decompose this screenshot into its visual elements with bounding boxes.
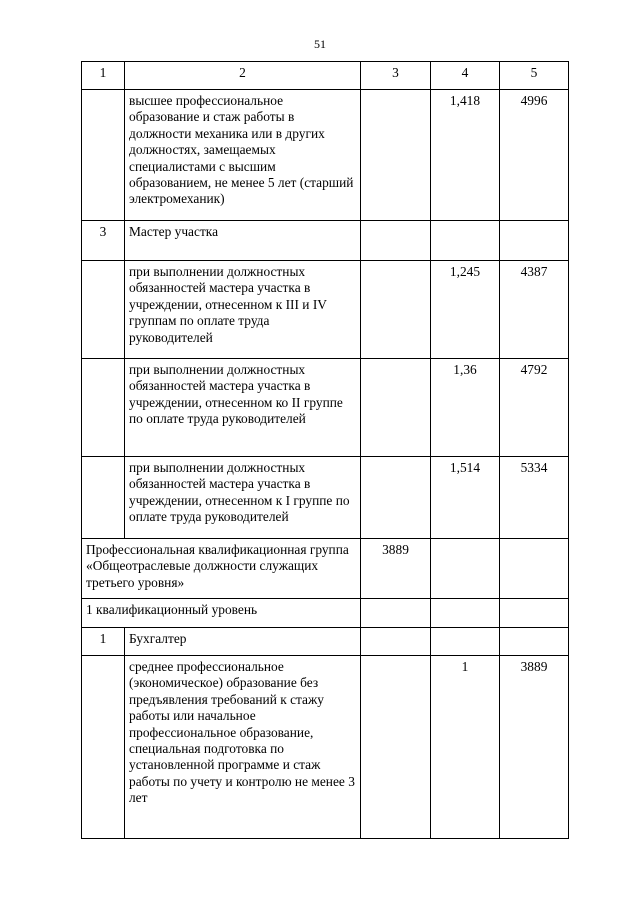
base-salary-cell [361, 656, 431, 839]
salary-cell [500, 599, 569, 628]
salary-cell: 4996 [500, 90, 569, 221]
position-description-cell: при выполнении должностных обязанностей мастера участка в учреждении, отнесенном к I группе по оплате труда руководителей [125, 457, 361, 539]
table-row [82, 628, 569, 656]
table-row [82, 221, 569, 261]
header-cell-4: 4 [431, 62, 500, 90]
table-row [82, 359, 569, 457]
header-cell-5: 5 [500, 62, 569, 90]
position-description-cell: среднее профессиональное (экономическое) образование без предъявления требований к стажу работы или начальное профессиональное образование, специальная подготовка по установленной программе и стаж работы по учету и контролю не менее 3 лет [125, 656, 361, 839]
coefficient-cell: 1,36 [431, 359, 500, 457]
base-salary-cell [361, 261, 431, 359]
table-row [82, 90, 569, 221]
salary-cell: 3889 [500, 656, 569, 839]
row-number-cell [82, 656, 125, 839]
level-row [82, 599, 569, 628]
qualification-level-cell: 1 квалификационный уровень [82, 599, 361, 628]
coefficient-cell [431, 221, 500, 261]
coefficient-cell [431, 599, 500, 628]
base-salary-cell [361, 90, 431, 221]
salary-cell [500, 221, 569, 261]
base-salary-cell [361, 359, 431, 457]
coefficient-cell: 1 [431, 656, 500, 839]
group-title-cell: Профессиональная квалификационная группа «Общеотраслевые должности служащих третьего уровня» [82, 539, 361, 599]
position-description-cell: при выполнении должностных обязанностей мастера участка в учреждении, отнесенном ко II группе по оплате труда руководителей [125, 359, 361, 457]
row-number-cell [82, 457, 125, 539]
page-number: 51 [314, 37, 326, 51]
table-row [82, 261, 569, 359]
header-cell-1: 1 [82, 62, 125, 90]
salary-cell [500, 628, 569, 656]
row-number-cell: 1 [82, 628, 125, 656]
coefficient-cell: 1,418 [431, 90, 500, 221]
header-row [82, 62, 569, 90]
qualification-table [81, 61, 569, 839]
position-title-cell: Мастер участка [125, 221, 361, 261]
coefficient-cell [431, 539, 500, 599]
salary-cell [500, 539, 569, 599]
salary-cell: 4387 [500, 261, 569, 359]
table-row [82, 656, 569, 839]
coefficient-cell [431, 628, 500, 656]
position-title-cell: Бухгалтер [125, 628, 361, 656]
position-description-cell: при выполнении должностных обязанностей мастера участка в учреждении, отнесенном к III и IV группам по оплате труда руководителей [125, 261, 361, 359]
salary-cell: 5334 [500, 457, 569, 539]
base-salary-cell [361, 221, 431, 261]
coefficient-cell: 1,245 [431, 261, 500, 359]
table-row [82, 457, 569, 539]
header-cell-2: 2 [125, 62, 361, 90]
row-number-cell [82, 359, 125, 457]
coefficient-cell: 1,514 [431, 457, 500, 539]
base-salary-cell [361, 628, 431, 656]
position-description-cell: высшее профессиональное образование и стаж работы в должности механика или в других должностях, замещаемых специалистами с высшим образованием, не менее 5 лет (старший электромеханик) [125, 90, 361, 221]
row-number-cell: 3 [82, 221, 125, 261]
base-salary-cell [361, 599, 431, 628]
salary-cell: 4792 [500, 359, 569, 457]
base-salary-cell: 3889 [361, 539, 431, 599]
header-cell-3: 3 [361, 62, 431, 90]
group-row [82, 539, 569, 599]
base-salary-cell [361, 457, 431, 539]
row-number-cell [82, 90, 125, 221]
row-number-cell [82, 261, 125, 359]
